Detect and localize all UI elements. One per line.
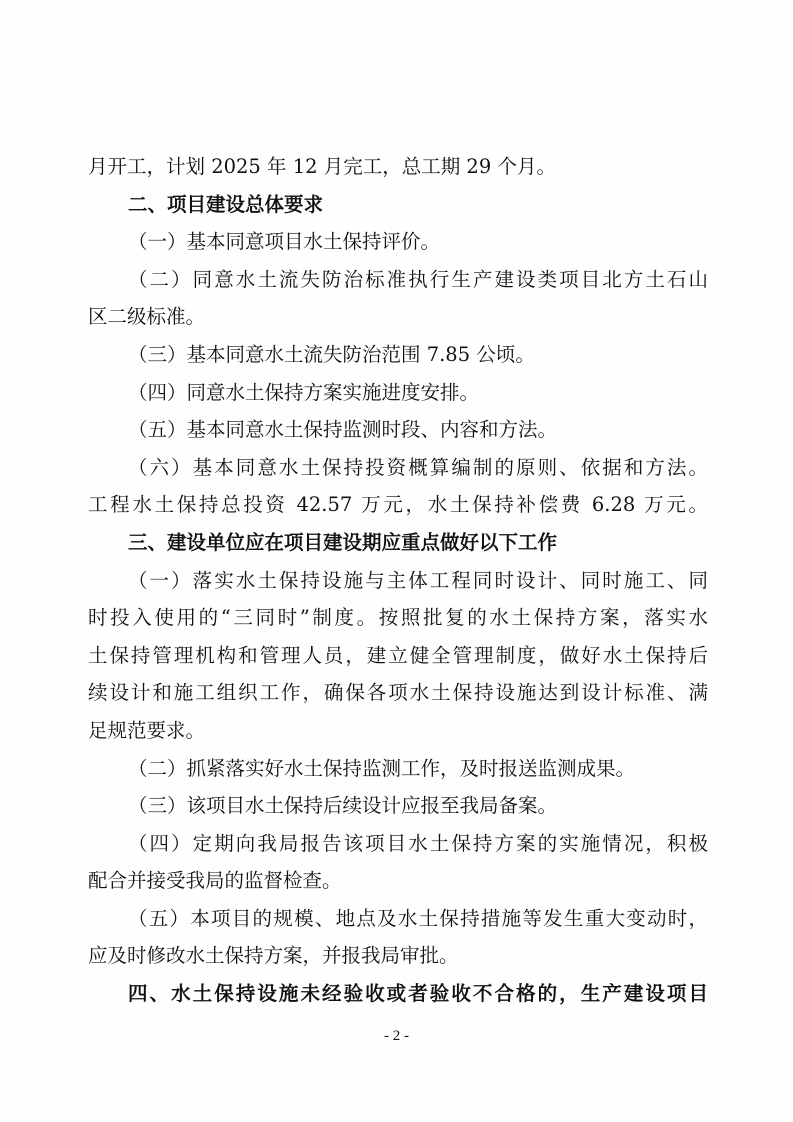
body-line: 土保持管理机构和管理人员，建立健全管理制度，做好水土保持后	[88, 643, 708, 667]
body-line: （四）定期向我局报告该项目水土保持方案的实施情况，积极	[128, 831, 708, 855]
section-heading-3: 三、建设单位应在项目建设期应重点做好以下工作	[128, 530, 558, 554]
body-line: 时投入使用的“三同时”制度。按照批复的水土保持方案，落实水	[88, 606, 708, 630]
page-number: - 2 -	[384, 1028, 409, 1044]
body-line: （三）基本同意水土流失防治范围 7.85 公顷。	[128, 342, 535, 366]
body-line: （六）基本同意水土保持投资概算编制的原则、依据和方法。	[128, 455, 708, 479]
body-line: （一）落实水土保持设施与主体工程同时设计、同时施工、同	[128, 568, 708, 592]
body-line: （一）基本同意项目水土保持评价。	[128, 230, 441, 254]
body-line: 续设计和施工组织工作，确保各项水土保持设施达到设计标准、满	[88, 681, 708, 705]
body-line: （二）同意水土流失防治标准执行生产建设类项目北方土石山	[128, 267, 708, 291]
body-line: 工程水土保持总投资 42.57 万元，水土保持补偿费 6.28 万元。	[88, 493, 708, 517]
body-line: 区二级标准。	[88, 305, 206, 329]
body-line: （二）抓紧落实好水土保持监测工作，及时报送监测成果。	[128, 756, 636, 780]
section-heading-2: 二、项目建设总体要求	[128, 192, 324, 216]
body-line: （五）本项目的规模、地点及水土保持措施等发生重大变动时，	[128, 906, 708, 930]
document-body	[88, 148, 708, 1013]
body-line: （四）同意水土保持方案实施进度安排。	[128, 380, 480, 404]
body-line: （三）该项目水土保持后续设计应报至我局备案。	[128, 794, 558, 818]
section-heading-4: 四、水土保持设施未经验收或者验收不合格的，生产建设项目	[128, 982, 708, 1006]
body-line: 应及时修改水土保持方案，并报我局审批。	[88, 944, 459, 968]
body-line: 配合并接受我局的监督检查。	[88, 869, 342, 893]
body-line: 足规范要求。	[88, 718, 206, 742]
body-line: 月开工，计划 2025 年 12 月完工，总工期 29 个月。	[88, 155, 556, 178]
body-line: （五）基本同意水土保持监测时段、内容和方法。	[128, 418, 558, 442]
